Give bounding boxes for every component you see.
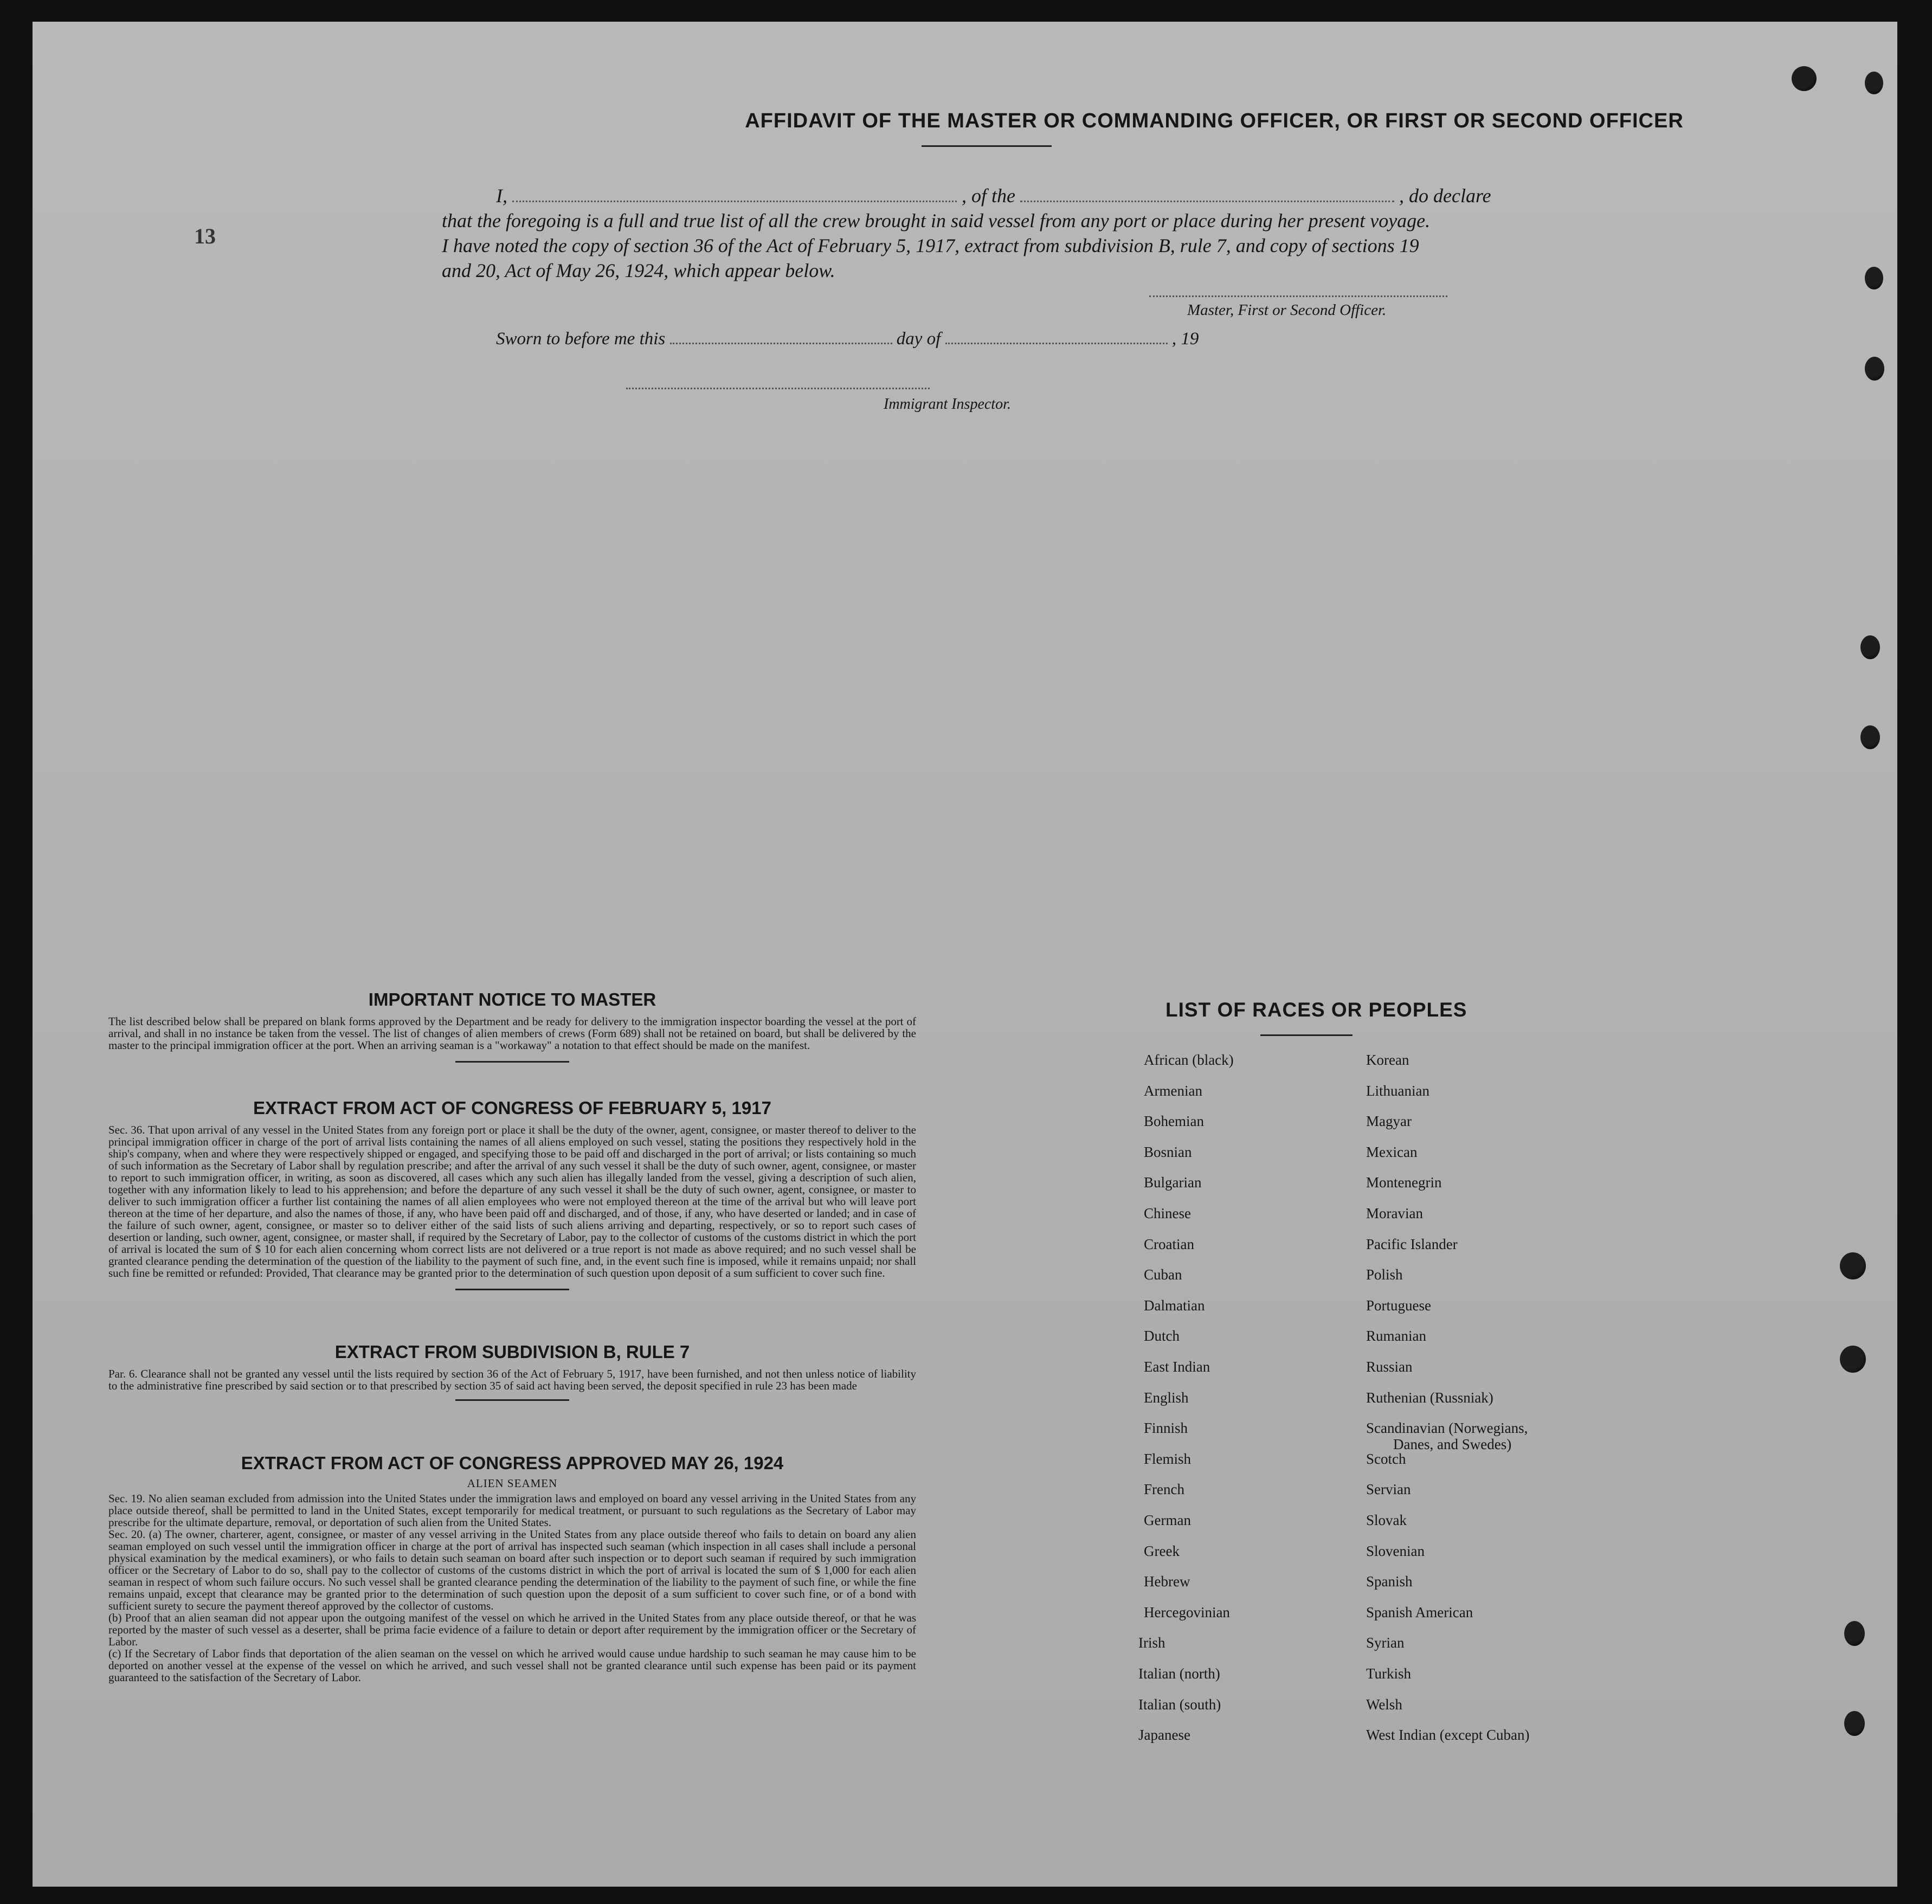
race-item: Pacific Islander [1366, 1236, 1458, 1252]
race-item: Spanish [1366, 1573, 1413, 1590]
race-item: Mexican [1366, 1143, 1418, 1160]
affidavit-line1 [496, 184, 1491, 207]
race-item: Chinese [1144, 1205, 1191, 1221]
sworn-line [496, 329, 1199, 349]
race-item: Slovenian [1366, 1542, 1425, 1559]
extract-rule7-rule [455, 1399, 569, 1401]
punch-hole [1844, 1711, 1865, 1736]
punch-hole [1844, 1621, 1865, 1646]
race-item: Armenian [1144, 1082, 1202, 1099]
race-item: Slovak [1366, 1512, 1407, 1528]
race-item: West Indian (except Cuban) [1366, 1727, 1530, 1744]
race-item: Korean [1366, 1052, 1409, 1068]
race-item: Russian [1366, 1359, 1413, 1375]
race-item: Welsh [1366, 1696, 1402, 1713]
affidavit-line2: that the foregoing is a full and true list of all the crew brought in said vessel from any port or place during her present voyage. [442, 210, 1431, 231]
race-item: Magyar [1366, 1113, 1412, 1130]
race-item: Dutch [1144, 1328, 1180, 1345]
race-item: Montenegrin [1366, 1174, 1442, 1191]
affidavit-title: AFFIDAVIT OF THE MASTER OR COMMANDING OFFICER, OR FIRST OR SECOND OFFICER [745, 110, 1684, 132]
race-item: Portuguese [1366, 1297, 1431, 1314]
sec20c-text: (c) If the Secretary of Labor finds that deportation of the alien seaman on the vessel on which he arrived would cause undue hardship to such seaman he may cause him to be deported on another vessel at the expense of the vessel on which he arrived, and such vessel shall not be granted clearance until such expense has been paid or its payment guaranteed to the satisfaction of the Secretary of Labor. [108, 1647, 916, 1684]
race-item: Ruthenian (Russniak) [1366, 1389, 1493, 1406]
day-of-label: day of [896, 329, 941, 349]
sworn-month-field[interactable] [945, 330, 1168, 344]
race-item: Italian (south) [1138, 1696, 1221, 1713]
extract-1917-title: EXTRACT FROM ACT OF CONGRESS OF FEBRUARY 5, 1917 [253, 1098, 771, 1118]
race-item: Turkish [1366, 1665, 1412, 1682]
notice-title: IMPORTANT NOTICE TO MASTER [368, 989, 656, 1009]
race-item: Servian [1366, 1481, 1411, 1498]
race-item: Danes, and Swedes) [1393, 1436, 1512, 1453]
signature-label: Master, First or Second Officer. [1187, 301, 1387, 319]
race-item: Flemish [1144, 1450, 1192, 1467]
punch-hole [1840, 1346, 1866, 1373]
notice-text: The list described below shall be prepared on blank forms approved by the Department and be ready for delivery to the immigration inspector boarding the vessel at the port of arrival, and shall in no instance be taken from the vessel. The list of changes of alien members of crews (Form 689) shall not be retained on board, but shall be delivered by the master to the principal immigration officer at the port. When an arriving seaman is a "workaway" a notation to that effect should be made on the manifest. [108, 1015, 916, 1052]
extract-1917-section [108, 1098, 916, 1290]
year-label: , 19 [1171, 329, 1199, 349]
sworn-day-field[interactable] [670, 330, 892, 344]
race-item: Dalmatian [1144, 1297, 1205, 1314]
bleed-through-ghost [195, 450, 1821, 452]
extract-1924-title: EXTRACT FROM ACT OF CONGRESS APPROVED MAY 26, 1924 [241, 1453, 784, 1473]
race-item: Japanese [1138, 1727, 1190, 1744]
notice-rule [455, 1061, 569, 1063]
race-item: Bohemian [1144, 1113, 1204, 1130]
title-rule [922, 145, 1052, 147]
race-item: Greek [1144, 1542, 1180, 1559]
punch-hole [1792, 66, 1817, 91]
declare-suffix: , do declare [1399, 185, 1491, 207]
race-item: French [1144, 1481, 1184, 1498]
extract-1917-text: Sec. 36. That upon arrival of any vessel in the United States from any foreign port or place it shall be the duty of the owner, agent, consignee, or master thereof to deliver to the principal immigration officer in charge of the port of arrival lists containing the names of all aliens employed on such vessel, stating the positions they respectively hold in the ship's company, when and where they were respectively shipped or engaged, and specifying those to be paid off and discharged in the port of arrival; or lists containing so much of such information as the Secretary of Labor shall by regulation prescribe; and after the arrival of any such vessel it shall be the duty of such owner, agent, consignee, or master to report to such immigration officer, in writing, as soon as discovered, all cases which any such alien has illegally landed from the vessel, giving a description of such alien, together with any information likely to lead to his apprehension; and before the departure of any such vessel it shall be the duty of such owner, agent, consignee, or master to deliver to such immigration officer a further list containing the names of all alien employees who were not employed thereon at the time of the arrival but who will leave port thereon at the time of her departure, and also the names of those, if any, who have been paid off and discharged, and of those, if any, who have deserted or landed; and in case of the failure of such owner, agent, consignee, or master so to deliver either of the said lists of such aliens arriving and departing, respectively, or so to report such cases of desertion or landing, such owner, agent, consignee, or master shall, if required by the Secretary of Labor, pay to the collector of customs of the customs district in which the port of arrival is located the sum of $ 10 for each alien concerning whom correct lists are not delivered or a true report is not made as above required; and no such vessel shall be granted clearance pending the determination of the question of the liability to the payment of such fine, and, in the event such fine is imposed, while it remains unpaid; nor shall such fine be remitted or refunded: Provided, That clearance may be granted prior to the determination of such question upon deposit of a sum sufficient to cover such fine. [108, 1123, 916, 1279]
extract-1917-rule [455, 1289, 569, 1290]
race-item: Moravian [1366, 1205, 1423, 1221]
vessel-prefix: , of the [962, 185, 1015, 207]
race-item: Scotch [1366, 1450, 1406, 1467]
punch-hole [1865, 357, 1884, 381]
race-item: Rumanian [1366, 1328, 1426, 1345]
extract-rule7-title: EXTRACT FROM SUBDIVISION B, RULE 7 [334, 1342, 690, 1362]
race-item: Hercegovinian [1144, 1604, 1230, 1620]
punch-hole [1860, 635, 1880, 659]
race-item: Lithuanian [1366, 1082, 1429, 1099]
affidavit-line3: I have noted the copy of section 36 of the Act of February 5, 1917, extract from subdivision B, rule 7, and copy of sections 19 [442, 235, 1419, 256]
affidavit-line4: and 20, Act of May 26, 1924, which appear below. [442, 260, 835, 281]
alien-seamen-subtitle: ALIEN SEAMEN [467, 1477, 558, 1490]
race-item: Polish [1366, 1266, 1403, 1283]
punch-hole [1865, 72, 1883, 94]
sec20b-text: (b) Proof that an alien seaman did not appear upon the outgoing manifest of the vessel on which he arrived in the United States from any place outside thereof, or that he was reported by the master of such vessel as a deserter, shall be prima facie evidence of a failure to detain or deport after requirement by the immigration officer or the Secretary of Labor. [108, 1611, 916, 1648]
race-item: Croatian [1144, 1236, 1194, 1252]
race-item: English [1144, 1389, 1189, 1406]
notice-section [108, 989, 916, 1063]
race-item: Spanish American [1366, 1604, 1473, 1620]
vessel-name-field[interactable] [1020, 186, 1394, 202]
race-item: Bosnian [1144, 1143, 1192, 1160]
race-item: Bulgarian [1144, 1174, 1202, 1191]
race-item: Scandinavian (Norwegians, [1366, 1420, 1528, 1437]
races-rule [1260, 1034, 1353, 1036]
race-item: German [1144, 1512, 1191, 1528]
race-item: Hebrew [1144, 1573, 1190, 1590]
race-item: Syrian [1366, 1635, 1405, 1651]
extract-rule7-section [108, 1342, 916, 1401]
race-item: East Indian [1144, 1359, 1210, 1375]
signature-line[interactable] [1149, 295, 1447, 297]
extract-rule7-text: Par. 6. Clearance shall not be granted any vessel until the lists required by section 36 of the Act of February 5, 1917, have been furnished, and not then unless notice of liability to the administrative fine prescribed by said section or to that prescribed by section 35 of said act having been served, the deposit specified in rule 23 has been made [108, 1367, 916, 1392]
sec20a-text: Sec. 20. (a) The owner, charterer, agent, consignee, or master of any vessel arriving in the United States from any place outside thereof who fails to detain on board any alien seaman employed on such vessel until the immigration officer in charge at the port of arrival has inspected such seaman (which inspection in all cases shall include a personal physical examination by the medical examiners), or who fails to detain such seaman on board after such inspection or to deport such seaman if required by such immigration officer or the Secretary of Labor to do so, shall pay to the collector of customs of the customs district in which the port of arrival is located the sum of $ 1,000 for each alien seaman in respect of whom such failure occurs. No such vessel shall be granted clearance pending the determination of the liability to the payment of such fine, or while the fine remains unpaid, except that clearance may be granted prior to the determination of such question upon the deposit of a sum sufficient to cover such fine, or of a bond with sufficient surety to secure the payment thereof approved by the collector of customs. [108, 1528, 916, 1612]
race-item: Italian (north) [1138, 1665, 1220, 1682]
declarant-prefix: I, [496, 185, 507, 207]
punch-hole [1860, 725, 1880, 749]
race-item: African (black) [1144, 1052, 1234, 1068]
punch-hole [1840, 1252, 1866, 1279]
race-item: Cuban [1144, 1266, 1182, 1283]
margin-number: 13 [194, 224, 216, 248]
extract-1924-section [108, 1453, 916, 1683]
declarant-name-field[interactable] [512, 186, 957, 202]
races-title: LIST OF RACES OR PEOPLES [1165, 999, 1467, 1021]
sworn-prefix: Sworn to before me this [496, 329, 666, 349]
punch-hole [1865, 267, 1883, 290]
race-item: Finnish [1144, 1420, 1188, 1437]
sec19-text: Sec. 19. No alien seaman excluded from admission into the United States under the immigration laws and employed on board any vessel arriving in the United States from any place outside thereof, shall be permitted to land in the United States, except temporarily for medical treatment, or pursuant to such regulations as the Secretary of Labor may prescribe for the ultimate departure, removal, or deportation of such alien from the United States. [108, 1492, 916, 1529]
race-item: Irish [1138, 1635, 1165, 1651]
document-page [33, 22, 1897, 1887]
inspector-label: Immigrant Inspector. [884, 396, 1011, 413]
inspector-signature-line[interactable] [626, 388, 930, 389]
